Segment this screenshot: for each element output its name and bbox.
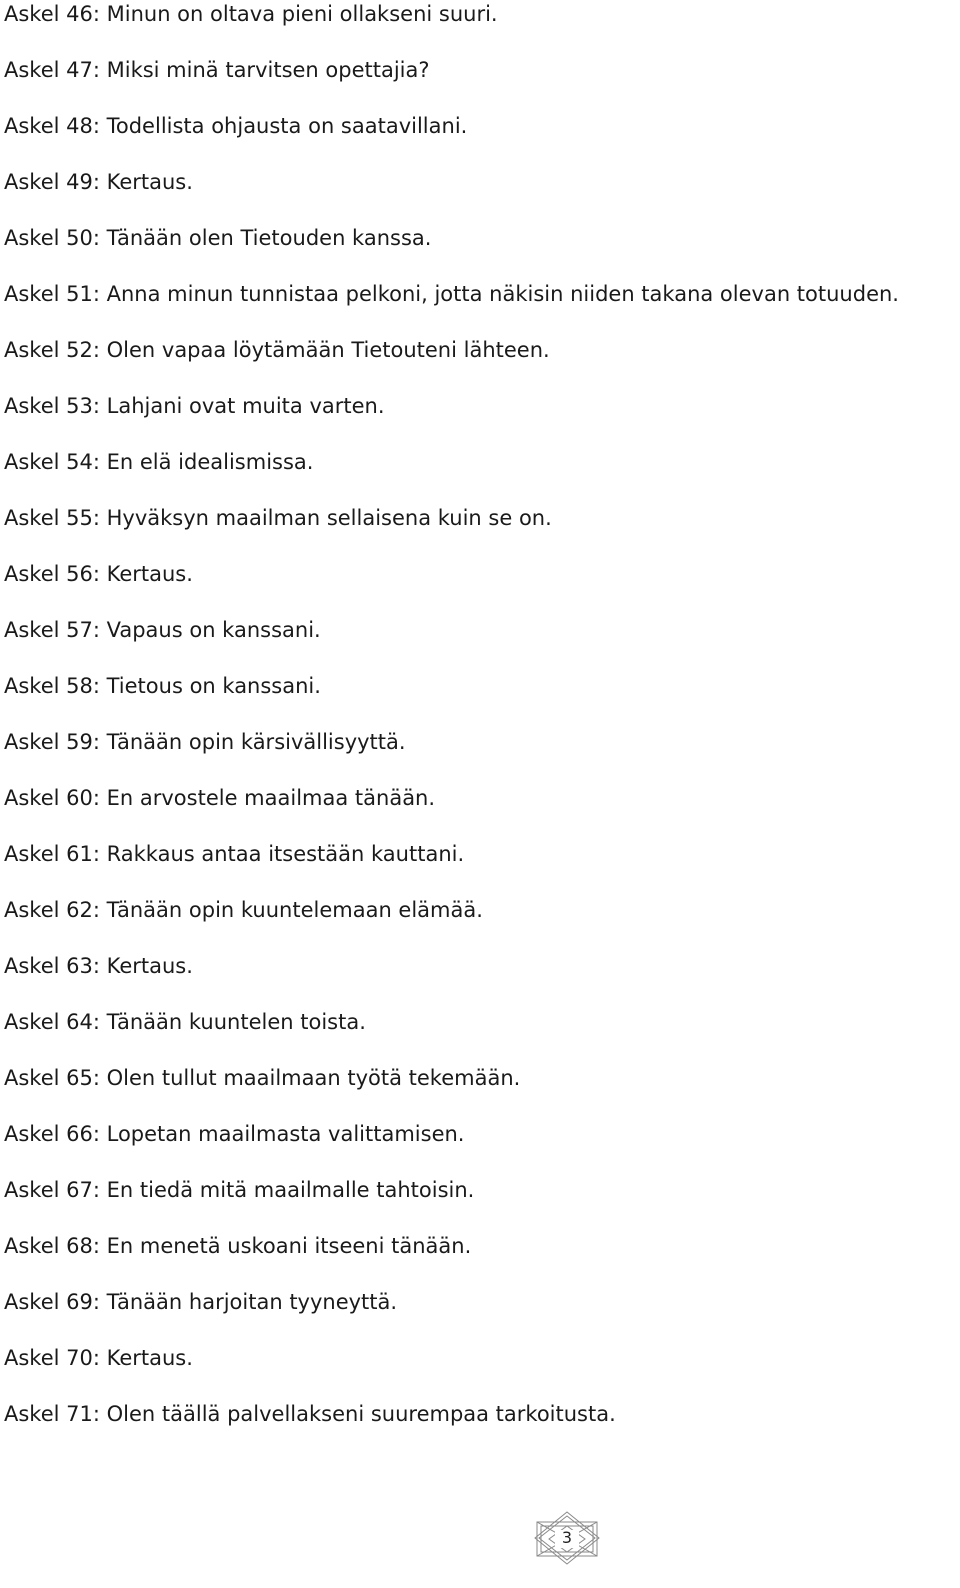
step-item: Askel 60: En arvostele maailmaa tänään.	[4, 786, 436, 810]
step-item: Askel 49: Kertaus.	[4, 170, 193, 194]
step-item: Askel 63: Kertaus.	[4, 954, 193, 978]
step-item: Askel 57: Vapaus on kanssani.	[4, 618, 321, 642]
page-number-badge	[533, 1510, 601, 1578]
step-item: Askel 62: Tänään opin kuuntelemaan elämää.	[4, 898, 483, 922]
step-item: Askel 68: En menetä uskoani itseeni tänään.	[4, 1234, 472, 1258]
step-item: Askel 46: Minun on oltava pieni ollakseni suuri.	[4, 2, 498, 26]
step-item: Askel 55: Hyväksyn maailman sellaisena kuin se on.	[4, 506, 552, 530]
step-item: Askel 70: Kertaus.	[4, 1346, 193, 1370]
step-item: Askel 52: Olen vapaa löytämään Tietouteni lähteen.	[4, 338, 550, 362]
step-item: Askel 59: Tänään opin kärsivällisyyttä.	[4, 730, 406, 754]
step-item: Askel 64: Tänään kuuntelen toista.	[4, 1010, 366, 1034]
step-item: Askel 48: Todellista ohjausta on saatavillani.	[4, 114, 468, 138]
page-number: 3	[561, 1528, 573, 1547]
step-item: Askel 51: Anna minun tunnistaa pelkoni, jotta näkisin niiden takana olevan totuuden.	[4, 282, 899, 306]
step-item: Askel 61: Rakkaus antaa itsestään kauttani.	[4, 842, 465, 866]
step-item: Askel 58: Tietous on kanssani.	[4, 674, 321, 698]
step-item: Askel 69: Tänään harjoitan tyyneyttä.	[4, 1290, 398, 1314]
step-list	[4, 0, 956, 1456]
step-item: Askel 54: En elä idealismissa.	[4, 450, 314, 474]
step-item: Askel 47: Miksi minä tarvitsen opettajia?	[4, 58, 430, 82]
step-item: Askel 67: En tiedä mitä maailmalle tahtoisin.	[4, 1178, 475, 1202]
step-item: Askel 53: Lahjani ovat muita varten.	[4, 394, 385, 418]
step-item: Askel 56: Kertaus.	[4, 562, 193, 586]
step-item: Askel 65: Olen tullut maailmaan työtä tekemään.	[4, 1066, 521, 1090]
step-item: Askel 50: Tänään olen Tietouden kanssa.	[4, 226, 432, 250]
step-item: Askel 71: Olen täällä palvellakseni suurempaa tarkoitusta.	[4, 1402, 616, 1426]
step-item: Askel 66: Lopetan maailmasta valittamisen.	[4, 1122, 465, 1146]
